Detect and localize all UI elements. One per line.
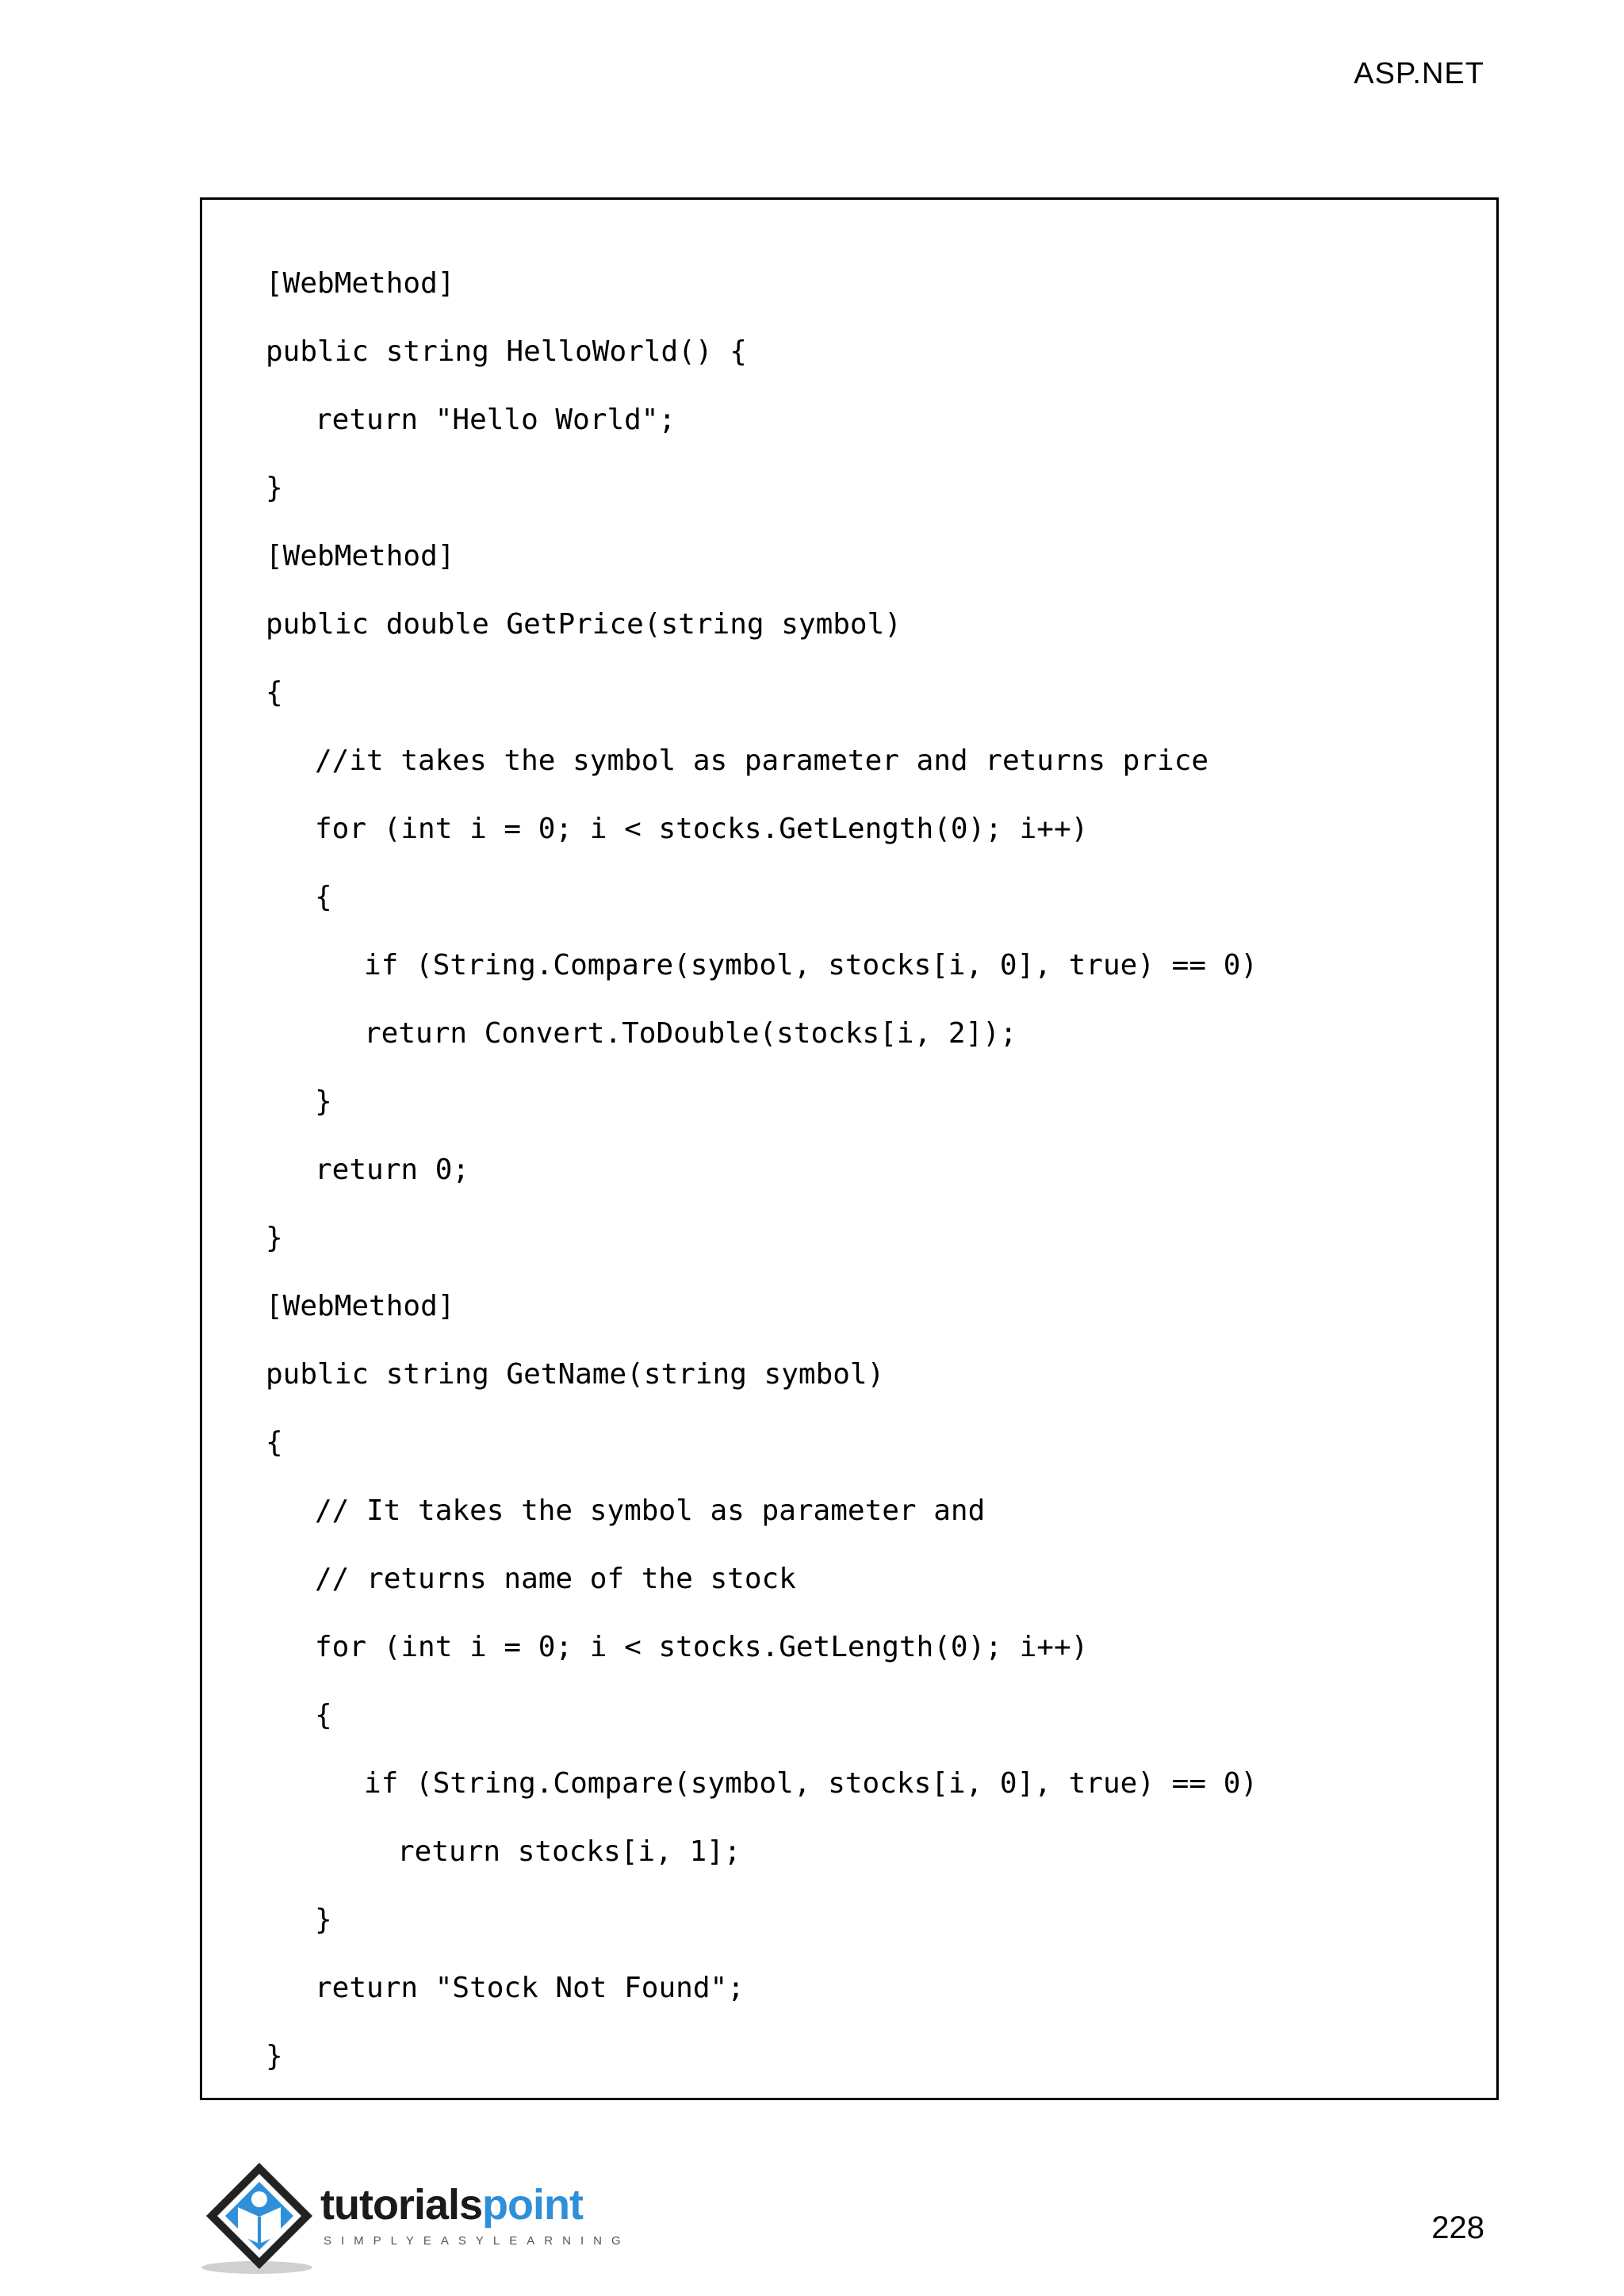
- page-header-title: ASP.NET: [1354, 57, 1484, 90]
- code-line: [266, 1835, 1258, 1909]
- code-line-text: return stocks[i, 1];: [397, 1835, 741, 1868]
- code-line-text: if (String.Compare(symbol, stocks[i, 0], true) == 0): [364, 949, 1258, 982]
- code-line-text: return 0;: [315, 1154, 470, 1186]
- logo-word-accent: point: [482, 2181, 583, 2229]
- code-line-text: return "Hello World";: [315, 404, 676, 436]
- code-line: [266, 1154, 1258, 1227]
- code-line: [266, 1972, 1258, 2045]
- page-number: 228: [1431, 2210, 1484, 2245]
- code-line-text: return "Stock Not Found";: [315, 1972, 745, 2004]
- code-line-text: //it takes the symbol as parameter and returns price: [315, 744, 1209, 777]
- code-line: [266, 813, 1258, 886]
- code-line-text: public double GetPrice(string symbol): [266, 608, 902, 641]
- code-line-text: {: [315, 881, 332, 913]
- logo-wordmark: [320, 2180, 583, 2229]
- code-line-text: return Convert.ToDouble(stocks[i, 2]);: [364, 1017, 1017, 1050]
- code-line-text: [WebMethod]: [266, 1290, 455, 1322]
- code-line-text: [WebMethod]: [266, 540, 455, 572]
- code-line-text: for (int i = 0; i < stocks.GetLength(0); i++): [315, 1631, 1089, 1663]
- code-line-text: }: [315, 1085, 332, 1118]
- code-line-text: }: [266, 1222, 283, 1254]
- code-line: [266, 1017, 1258, 1091]
- code-line-text: {: [266, 1426, 283, 1459]
- code-line-text: if (String.Compare(symbol, stocks[i, 0], true) == 0): [364, 1767, 1258, 1800]
- code-line: [266, 404, 1258, 477]
- code-block: [266, 267, 1258, 2114]
- code-line-text: }: [315, 1904, 332, 1936]
- tutorialspoint-logo: [200, 2158, 630, 2277]
- code-line-text: for (int i = 0; i < stocks.GetLength(0); i++): [315, 813, 1089, 845]
- tutorialspoint-logo-icon: [200, 2158, 319, 2277]
- logo-word-dark: tutorials: [320, 2181, 483, 2229]
- code-line-text: {: [266, 676, 283, 709]
- code-line: [266, 2040, 1258, 2114]
- code-line-text: public string GetName(string symbol): [266, 1358, 885, 1391]
- code-line-text: }: [266, 472, 283, 504]
- code-line-text: [WebMethod]: [266, 267, 455, 300]
- code-line-text: // It takes the symbol as parameter and: [315, 1494, 986, 1527]
- code-line-text: }: [266, 2040, 283, 2072]
- code-line-text: public string HelloWorld() {: [266, 335, 747, 368]
- code-line: [266, 1631, 1258, 1705]
- code-line-text: {: [315, 1699, 332, 1732]
- code-line: [266, 1358, 1258, 1432]
- code-line-text: // returns name of the stock: [315, 1563, 796, 1595]
- logo-tagline: SIMPLYEASYLEARNING: [324, 2234, 630, 2248]
- code-line: [266, 608, 1258, 682]
